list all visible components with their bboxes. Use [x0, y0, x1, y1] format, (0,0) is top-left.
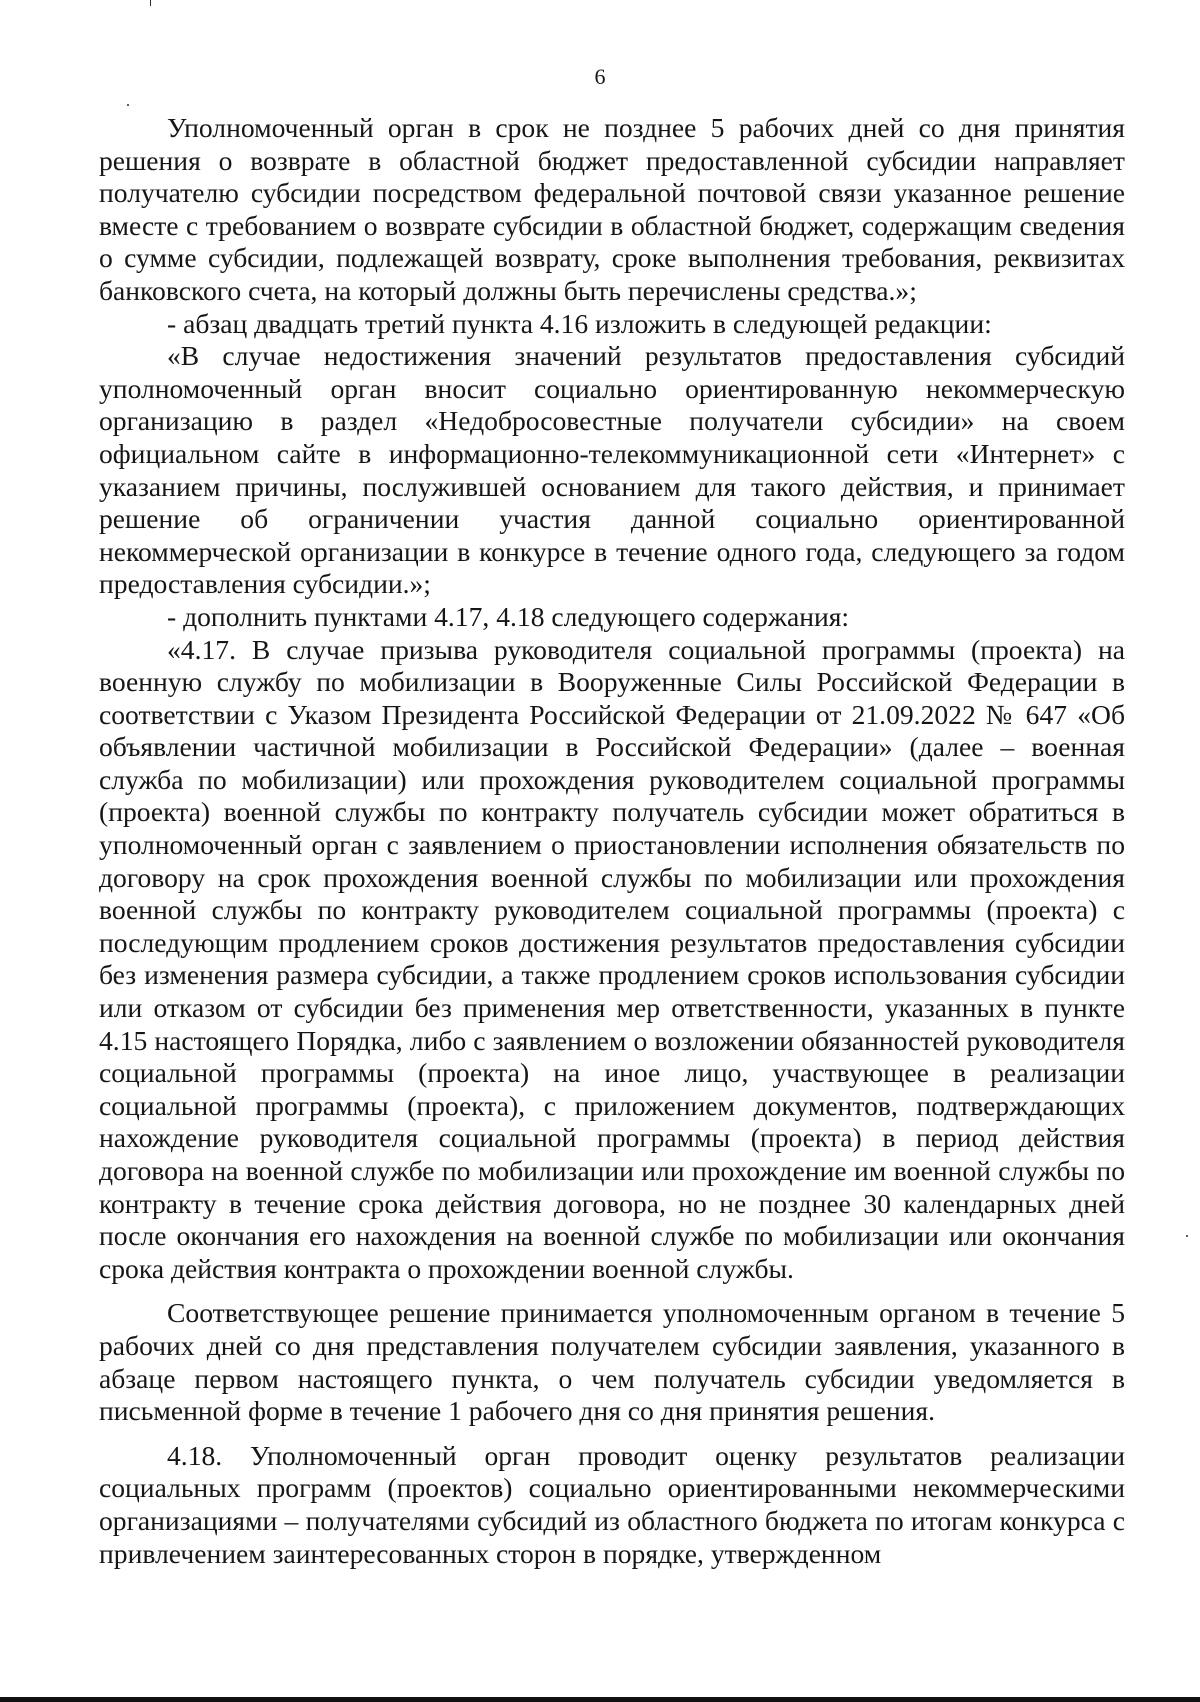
- document-body: [99, 112, 1125, 1570]
- scan-edge-bottom: [0, 1697, 1200, 1702]
- scan-speck: [1186, 1235, 1188, 1237]
- scan-speck: [127, 104, 129, 106]
- page-number: 6: [594, 64, 606, 89]
- paragraph-decision-term: Соответствующее решение принимается уполномоченным органом в течение 5 рабочих дней со дня представления получателем субсидии заявления, указанного в абзаце первом настоящего пункта, о чем получатель субсидии уведомляется в письменной форме в течение 1 рабочего дня со дня принятия решения.: [99, 1297, 1125, 1427]
- paragraph-amendment-4-16: - абзац двадцать третий пункта 4.16 изложить в следующей редакции:: [167, 307, 992, 339]
- paragraph-return-notice: Уполномоченный орган в срок не позднее 5 рабочих дней со дня принятия решения о возврате в областной бюджет предоставленной субсидии направляет получателю субсидии посредством федеральной почтовой связи указанное решение вместе с требованием о возврате субсидии в областной бюджет, содержащим сведения о сумме субсидии, подлежащей возврату, сроке выполнения требования, реквизитах банковского счета, на который должны быть перечислены средства.»;: [99, 112, 1125, 306]
- paragraph-clause-4-17: «4.17. В случае призыва руководителя социальной программы (проекта) на военную службу по мобилизации в Вооруженные Силы Российской Федерации в соответствии с Указом Президента Российской Федерации от 21.09.2022 № 647 «Об объявлении частичной мобилизации в Российской Федерации» (далее – военная служба по мобилизации) или прохождения руководителем социальной программы (проекта) военной службы по контракту получатель субсидии может обратиться в уполномоченный орган с заявлением о приостановлении исполнения обязательств по договору на срок прохождения военной службы по мобилизации или прохождения военной службы по контракту руководителем социальной программы (проекта) с последующим продлением сроков достижения результатов предоставления субсидии без изменения размера субсидии, а также продлением сроков использования субсидии или отказом от субсидии без применения мер ответственности, указанных в пункте 4.15 настоящего Порядка, либо с заявлением о возложении обязанностей руководителя социальной программы (проекта) на иное лицо, участвующее в реализации социальной программы (проекта), с приложением документов, подтверждающих нахождение руководителя социальной программы (проекта) в период действия договора на военной службе по мобилизации или прохождение им военной службы по контракту в течение срока действия договора, но не позднее 30 календарных дней после окончания его нахождения на военной службе по мобилизации или окончания срока действия контракта о прохождении военной службы.: [99, 633, 1125, 1284]
- paragraph-bad-faith-recipients: «В случае недостижения значений результатов предоставления субсидий уполномоченный орган вносит социально ориентированную некоммерческую организацию в раздел «Недобросовестные получатели субсидии» на своем официальном сайте в информационно-телекоммуникационной сети «Интернет» с указанием причины, послужившей основанием для такого действия, и принимает решение об ограничении участия данной социально ориентированной некоммерческой организации в конкурсе в течение одного года, следующего за годом предоставления субсидии.»;: [99, 340, 1125, 600]
- paragraph-add-4-17-4-18: - дополнить пунктами 4.17, 4.18 следующего содержания:: [167, 600, 850, 632]
- scan-speck: [150, 0, 151, 6]
- paragraph-clause-4-18: 4.18. Уполномоченный орган проводит оценку результатов реализации социальных программ (проектов) социально ориентированными некоммерческими организациями – получателями субсидий из областного бюджета по итогам конкурса с привлечением заинтересованных сторон в порядке, утвержденном: [99, 1439, 1125, 1569]
